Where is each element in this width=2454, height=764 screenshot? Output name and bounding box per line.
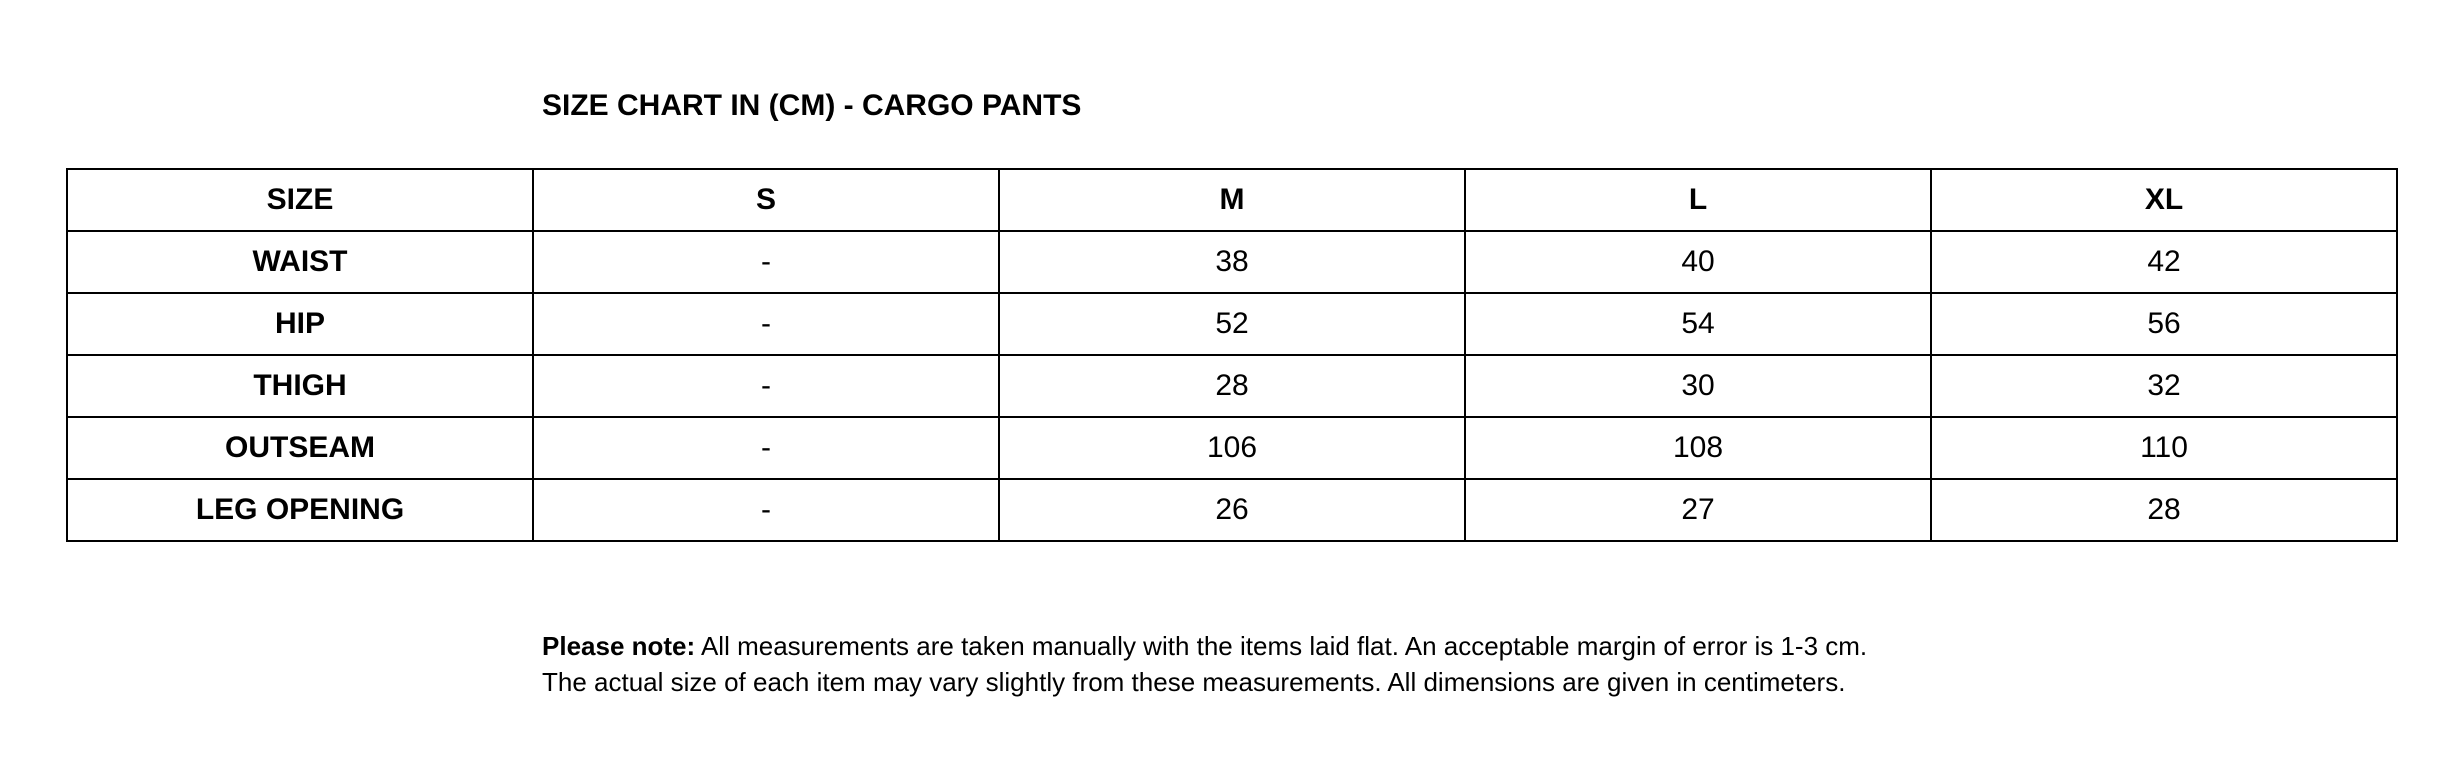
cell-value: 26 xyxy=(999,479,1465,541)
table-row-waist xyxy=(67,231,2397,293)
cell-value: 110 xyxy=(1931,417,2397,479)
cell-value: 32 xyxy=(1931,355,2397,417)
note-text-1: All measurements are taken manually with the items laid flat. An acceptable margin of error is 1-3 cm. xyxy=(695,631,1868,661)
row-label: WAIST xyxy=(67,231,533,293)
cell-value: 30 xyxy=(1465,355,1931,417)
cell-value: 28 xyxy=(1931,479,2397,541)
note-label: Please note: xyxy=(542,631,696,661)
table-row-leg-opening xyxy=(67,479,2397,541)
cell-value: 40 xyxy=(1465,231,1931,293)
note-line-1 xyxy=(542,628,1867,664)
cell-value: - xyxy=(533,293,999,355)
row-label: THIGH xyxy=(67,355,533,417)
cell-value: 52 xyxy=(999,293,1465,355)
header-size-xl: XL xyxy=(1931,169,2397,231)
cell-value: 54 xyxy=(1465,293,1931,355)
row-label: OUTSEAM xyxy=(67,417,533,479)
row-label: LEG OPENING xyxy=(67,479,533,541)
cell-value: 56 xyxy=(1931,293,2397,355)
table-row-outseam xyxy=(67,417,2397,479)
cell-value: 28 xyxy=(999,355,1465,417)
cell-value: 108 xyxy=(1465,417,1931,479)
cell-value: - xyxy=(533,355,999,417)
table-header-row xyxy=(67,169,2397,231)
cell-value: - xyxy=(533,231,999,293)
size-chart-table xyxy=(66,168,2398,542)
table-row-hip xyxy=(67,293,2397,355)
note-line-2: The actual size of each item may vary slightly from these measurements. All dimensions are given in centimeters. xyxy=(542,667,1846,697)
measurement-note xyxy=(542,628,1867,700)
row-label: HIP xyxy=(67,293,533,355)
header-size-s: S xyxy=(533,169,999,231)
cell-value: - xyxy=(533,417,999,479)
cell-value: - xyxy=(533,479,999,541)
cell-value: 106 xyxy=(999,417,1465,479)
header-size-m: M xyxy=(999,169,1465,231)
cell-value: 38 xyxy=(999,231,1465,293)
cell-value: 27 xyxy=(1465,479,1931,541)
page-title: SIZE CHART IN (CM) - CARGO PANTS xyxy=(542,89,1082,122)
header-size-label: SIZE xyxy=(67,169,533,231)
table-row-thigh xyxy=(67,355,2397,417)
cell-value: 42 xyxy=(1931,231,2397,293)
header-size-l: L xyxy=(1465,169,1931,231)
